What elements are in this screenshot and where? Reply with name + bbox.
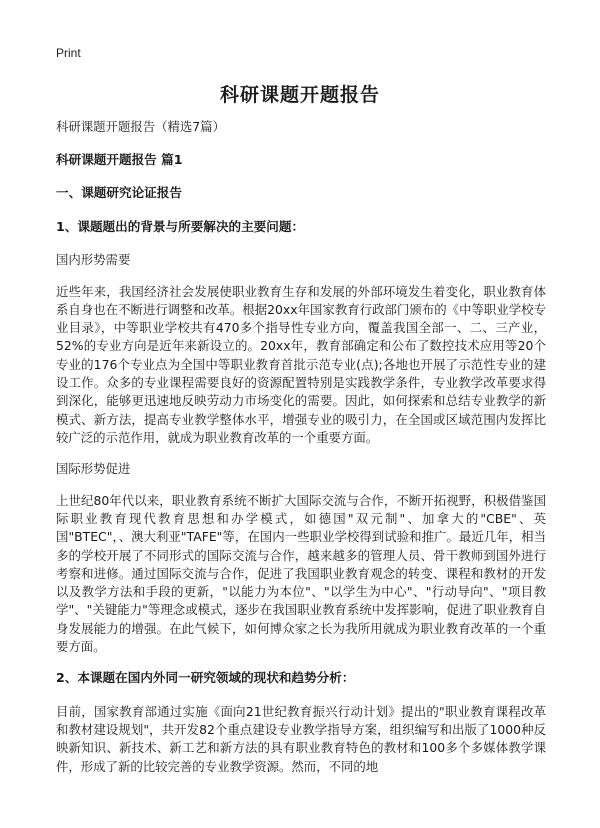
- chapter-heading: 科研课题开题报告 篇1: [56, 151, 183, 167]
- print-link[interactable]: Print: [56, 46, 81, 60]
- paragraph-current-status: 目前，国家教育部通过实施《面向21世纪教育振兴行动计划》提出的"职业教育课程改革和教材建设规划"，共开发82个重点建设专业教学指导方案，组织编写和出版了1000种反映新知识、新技术、新工艺和新方法的具有职业教育特色的教材和100多个多媒体教学课件，形成了新的比较完善的专业教学资源。然而，不同的地: [56, 703, 546, 774]
- section-heading-1-1: 1、课题题出的背景与所要解决的主要问题：: [56, 218, 305, 234]
- document-title: 科研课题开题报告: [219, 84, 380, 106]
- section-heading-1-2: 2、本课题在国内外同一研究领域的现状和趋势分析：: [56, 670, 355, 686]
- section-heading-1: 一、课题研究论证报告: [56, 185, 182, 200]
- document-subtitle: 科研课题开题报告（精选7篇）: [56, 119, 225, 134]
- subheading-domestic: 国内形势需要: [56, 252, 131, 267]
- subheading-international: 国际形势促进: [56, 461, 131, 477]
- document-body: [56, 118, 546, 789]
- paragraph-domestic: 近些年来，我国经济社会发展使职业教育生存和发展的外部环境发生着变化，职业教育体系自身也在不断进行调整和改革。根据20xx年国家教育行政部门颁布的《中等职业学校专业目录》，中等职业学校共有470多个指导性专业方向，覆盖我国全部一、二、三产业，52%的专业方向是近年来新设立的。20xx年，教育部确定和公布了数控技术应用等20个专业的176个专业点为全国中等职业教育首批示范专业(点);各地也开展了示范性专业的建设工作。众多的专业课程需要良好的资源配置特别是实践教学条件，专业教学改革要求得到深化，能够更迅速地反映劳动力市场变化的需要。因此，如何探索和总结专业教学的新模式、新方法，提高专业教学整体水平，增强专业的吸引力，在全国或区域范围内发挥比较广泛的示范作用，就成为职业教育改革的一个重要方面。: [56, 283, 546, 445]
- paragraph-international: 上世纪80年代以来，职业教育系统不断扩大国际交流与合作，不断开拓视野，积极借鉴国际职业教育现代教育思想和办学模式，如德国"双元制"、加拿大的"CBE"、英国"BTEC"，、澳大利亚"TAFE"等，在国内一些职业学校得到试验和推广。最近几年，相当多的学校开展了不同形式的国际交流与合作，越来越多的管理人员、骨干教师到国外进行考察和进修。通过国际交流与合作，促进了我国职业教育观念的转变、课程和教材的开发以及教学方法和手段的更新，"以能力为本位"、"以学生为中心"、"行动导向"、"项目教学"、"关键能力"等理念或模式，逐步在我国职业教育系统中发挥影响，促进了职业教育自身发展能力的增强。在此气候下，如何博众家之长为我所用就成为职业教育改革的一个重要方面。: [56, 492, 546, 655]
